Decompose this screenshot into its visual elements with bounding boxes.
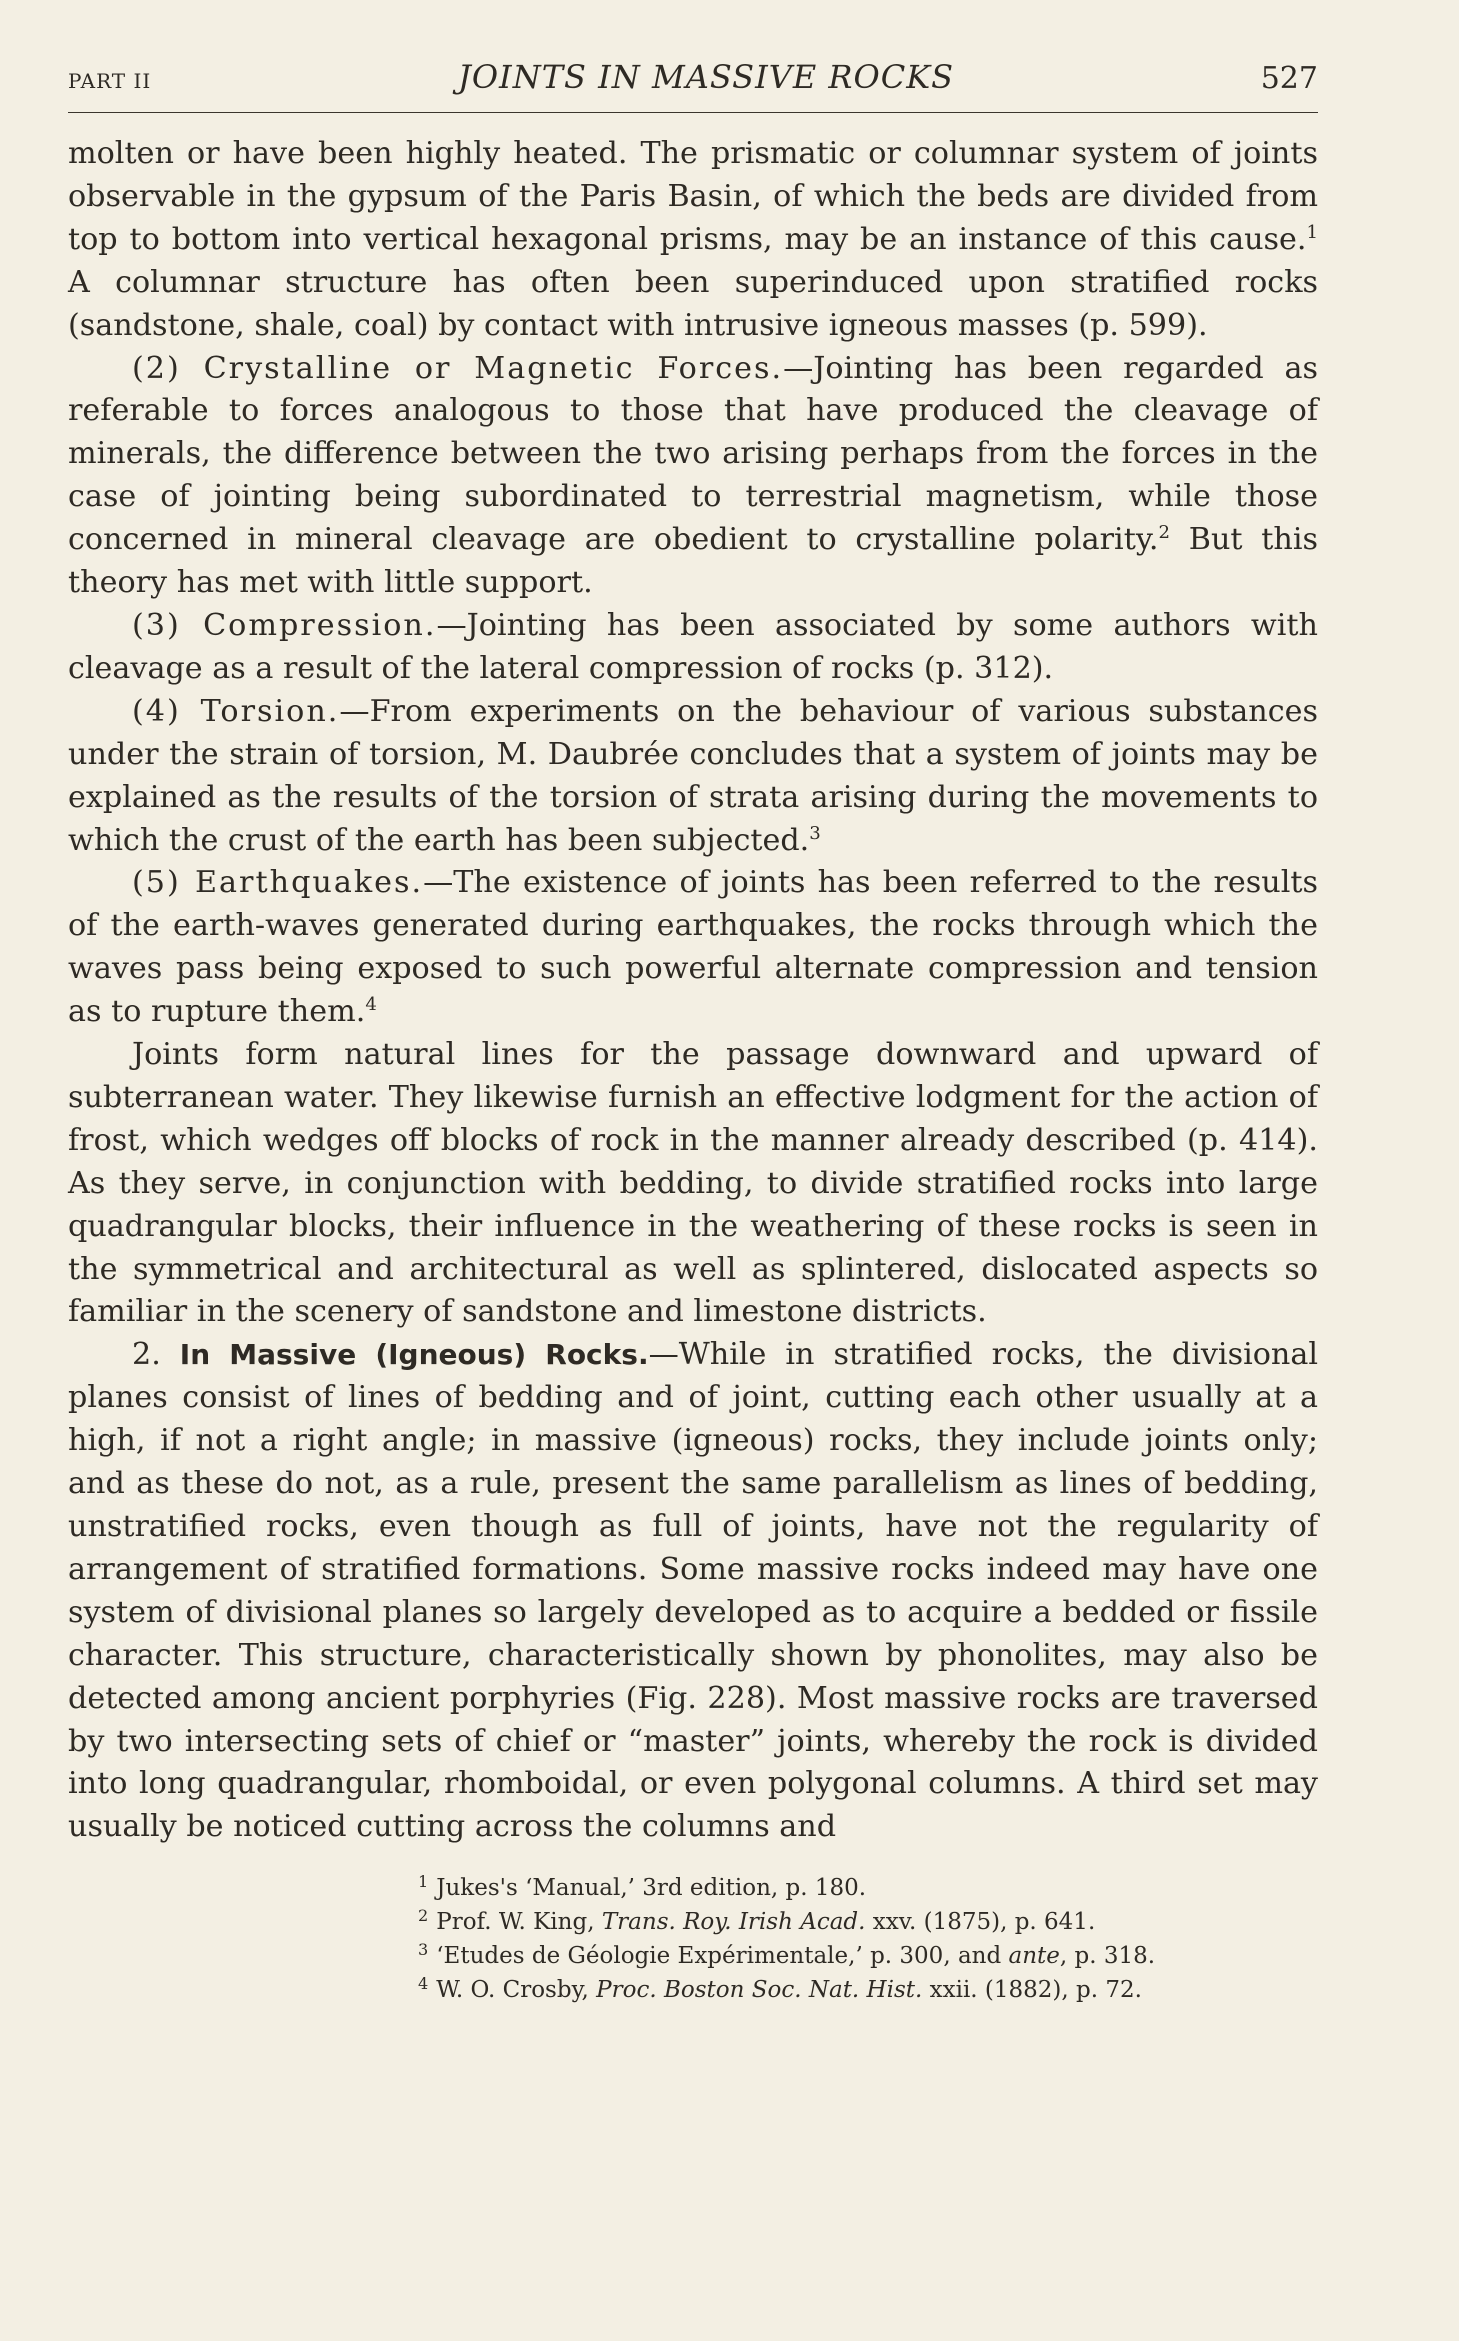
paragraph-2: (2) Crystalline or Magnetic Forces.—Jointing has been regarded as referable to forces analogous to those that have produced the cleavage of minerals, the difference between the two arising perhaps from the forces in the case of jointing being subordinated to terrestrial magnetism, while those concerned in mineral cleavage are obedient to crystalline polarity.$^2$ But this theory has met with little support. (68, 350, 1318, 601)
paragraph-5: (5) Earthquakes.—The existence of joints has been referred to the results of the earth-waves generated during earthquakes, the rocks through which the waves pass being exposed to such powerful alternate compression and tension as to rupture them.$^4$ (68, 865, 1318, 1030)
running-head (68, 58, 1318, 113)
section-lead: (3) Compression. (132, 607, 437, 643)
section-lead: (2) Crystalline or Magnetic Forces. (132, 350, 784, 386)
section-lead: (4) Torsion. (132, 693, 340, 729)
part-label: PART II (68, 69, 152, 93)
section-heading: In Massive (Igneous) Rocks. (179, 1338, 649, 1372)
section-lead: (5) Earthquakes. (132, 865, 424, 901)
body-text (68, 133, 1318, 1849)
paragraph-6: Joints form natural lines for the passage downward and upward of subterranean water. They likewise furnish an effective lodgment for the action of frost, which wedges off blocks of rock in the manner already described (p. 414). As they serve, in conjunction with bedding, to divide stratified rocks into large quadrangular blocks, their influence in the weathering of these rocks is seen in the symmetrical and architectural as well as splintered, dislocated aspects so familiar in the scenery of sandstone and limestone districts. (68, 1037, 1318, 1330)
footnote-ref: 2 (1158, 522, 1171, 544)
running-title: JOINTS IN MASSIVE ROCKS (457, 58, 955, 96)
footnotes (68, 1871, 1318, 2007)
paragraph-4: (4) Torsion.—From experiments on the behaviour of various substances under the strain of torsion, M. Daubrée concludes that a system of joints may be explained as the results of the torsion of strata arising during the movements to which the crust of the earth has been subjected.$^3$ (68, 693, 1318, 858)
footnote-ref: 4 (365, 994, 377, 1016)
footnote: $^4$ W. O. Crosby, Proc. Boston Soc. Nat. Hist. xxii. (1882), p. 72. (418, 1973, 1142, 2004)
footnote: $^2$ Prof. W. King, Trans. Roy. Irish Acad. xxv. (1875), p. 641. (418, 1905, 1096, 1936)
paragraph-7: 2. In Massive (Igneous) Rocks.—While in stratified rocks, the divisional planes consist of lines of bedding and of joint, cutting each other usually at a high, if not a right angle; in massive (igneous) rocks, they include joints only; and as these do not, as a rule, present the same parallelism as lines of bedding, unstratified rocks, even though as full of joints, have not the regularity of arrangement of stratified formations. Some massive rocks indeed may have one system of divisional planes so largely developed as to acquire a bedded or fissile character. This structure, characteristically shown by phonolites, may also be detected among ancient porphyries (Fig. 228). Most massive rocks are traversed by two intersecting sets of chief or “master” joints, whereby the rock is divided into long quadrangular, rhomboidal, or even polygonal columns. A third set may usually be noticed cutting across the columns and (68, 1337, 1318, 1845)
page-number: 527 (1260, 61, 1318, 96)
footnote-ref: 1 (1306, 221, 1318, 243)
footnote: $^1$ Jukes's ‘Manual,’ 3rd edition, p. 180. (418, 1871, 867, 1902)
page (68, 58, 1318, 2007)
footnote-ref: 3 (809, 822, 821, 844)
paragraph-1: molten or have been highly heated. The prismatic or columnar system of joints observable in the gypsum of the Paris Basin, of which the beds are divided from top to bottom into vertical hexagonal prisms, may be an instance of this cause.$^1$ A columnar structure has often been superinduced upon stratified rocks (sandstone, shale, coal) by contact with intrusive igneous masses (p. 599). (68, 136, 1318, 343)
paragraph-3: (3) Compression.—Jointing has been associated by some authors with cleavage as a result of the lateral compression of rocks (p. 312). (68, 607, 1318, 686)
footnote: $^3$ ‘Etudes de Géologie Expérimentale,’ p. 300, and ante, p. 318. (418, 1939, 1156, 1970)
